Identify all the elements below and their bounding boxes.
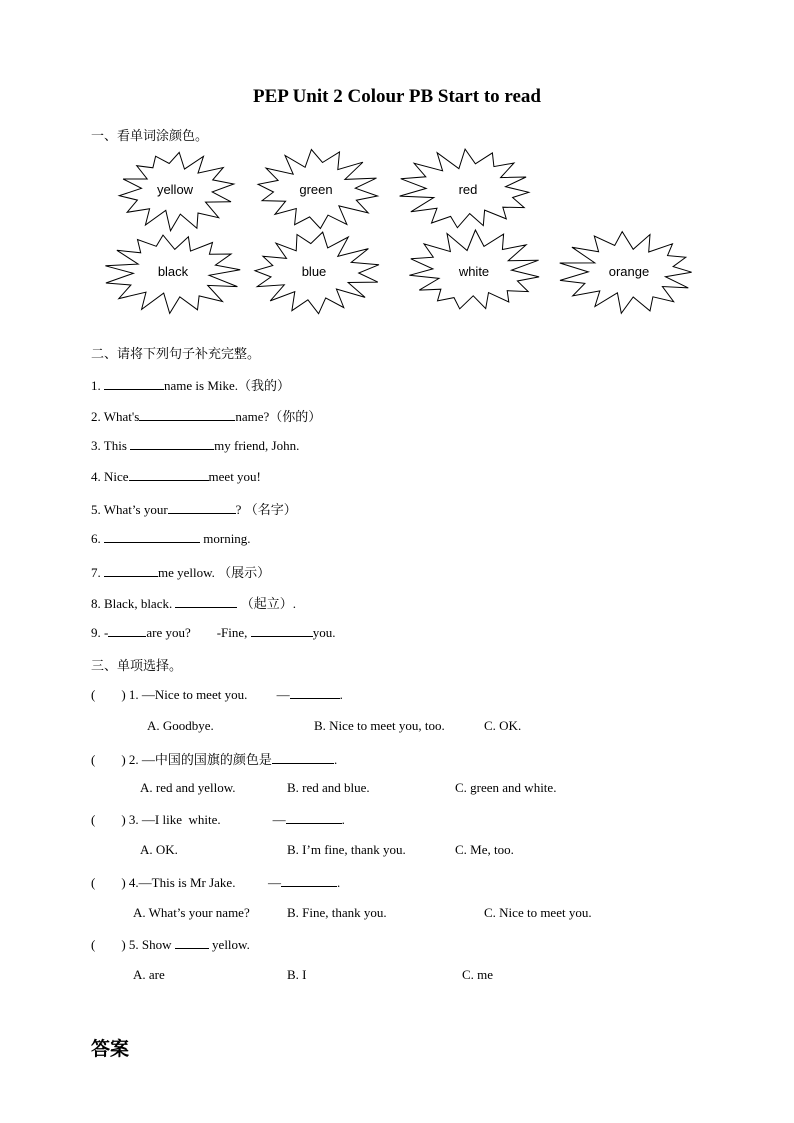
fill-item-3-pre: 3. This bbox=[91, 438, 131, 453]
blank[interactable] bbox=[129, 468, 209, 481]
option-c[interactable]: C. green and white. bbox=[455, 780, 557, 795]
option-b[interactable]: B. Nice to meet you, too. bbox=[314, 718, 445, 733]
fill-item-9-mid: are you? -Fine, bbox=[146, 625, 251, 640]
fill-item-2-pre: 2. What's bbox=[91, 409, 140, 424]
option-c[interactable]: C. Me, too. bbox=[455, 842, 514, 857]
answer-paren[interactable]: ( ) bbox=[91, 937, 126, 952]
color-word-label: orange bbox=[608, 264, 650, 279]
fill-item-9 bbox=[91, 624, 335, 641]
blank[interactable] bbox=[139, 408, 235, 421]
question-5 bbox=[91, 936, 250, 953]
fill-item-6 bbox=[91, 530, 251, 547]
option-a[interactable]: A. What’s your name? bbox=[133, 905, 250, 920]
fill-item-6-post: morning. bbox=[200, 531, 251, 546]
section1-heading: 一、看单词涂颜色。 bbox=[91, 129, 209, 144]
fill-item-8-post: （起立）. bbox=[237, 596, 296, 611]
blank[interactable] bbox=[104, 530, 200, 543]
fill-item-1-pre: 1. bbox=[91, 378, 104, 393]
option-b[interactable]: B. I’m fine, thank you. bbox=[287, 842, 406, 857]
fill-item-5-post: ? （名字） bbox=[235, 502, 297, 517]
question-stem-post: yellow. bbox=[208, 937, 250, 952]
fill-item-2 bbox=[91, 406, 321, 425]
fill-item-3-post: my friend, John. bbox=[214, 438, 300, 453]
answer-paren[interactable]: ( ) bbox=[91, 752, 126, 767]
section2-heading: 二、请将下列句子补充完整。 bbox=[91, 347, 261, 362]
color-word-label: yellow bbox=[156, 182, 194, 197]
fill-item-9-post: you. bbox=[312, 625, 336, 640]
answer-paren[interactable]: ( ) bbox=[91, 687, 126, 702]
fill-item-4-pre: 4. Nice bbox=[91, 469, 129, 484]
option-a[interactable]: A. Goodbye. bbox=[147, 718, 214, 733]
fill-item-8 bbox=[91, 593, 296, 612]
fill-item-3 bbox=[91, 437, 299, 454]
fill-item-1-post: name is Mike.（我的） bbox=[164, 378, 291, 393]
blank[interactable] bbox=[290, 686, 340, 699]
color-word-label: red bbox=[458, 182, 478, 197]
answer-paren[interactable]: ( ) bbox=[91, 812, 126, 827]
question-stem: 1. —Nice to meet you. — bbox=[128, 687, 290, 702]
fill-item-7 bbox=[91, 562, 270, 581]
fill-item-4 bbox=[91, 468, 261, 485]
color-word-star[interactable] bbox=[115, 149, 235, 231]
blank[interactable] bbox=[281, 874, 337, 887]
blank[interactable] bbox=[104, 564, 158, 577]
color-word-label: black bbox=[157, 264, 189, 279]
color-word-star[interactable] bbox=[103, 230, 243, 314]
option-a[interactable]: A. OK. bbox=[140, 842, 178, 857]
fill-item-8-pre: 8. Black, black. bbox=[91, 596, 176, 611]
fill-item-5-pre: 5. What’s your bbox=[91, 502, 168, 517]
color-word-star[interactable] bbox=[252, 149, 380, 231]
option-c[interactable]: C. Nice to meet you. bbox=[484, 905, 592, 920]
blank[interactable] bbox=[272, 751, 334, 764]
color-word-label: blue bbox=[301, 264, 327, 279]
fill-item-2-post: name?（你的） bbox=[235, 409, 322, 424]
question-4: ( ) 4.—This is Mr Jake. — . bbox=[91, 875, 341, 890]
option-a[interactable]: A. red and yellow. bbox=[140, 780, 236, 795]
option-b[interactable]: B. I bbox=[287, 967, 307, 982]
question-stem: 5. Show bbox=[128, 937, 175, 952]
question-2: ( ) 2. —中国的国旗的颜色是 . bbox=[91, 752, 338, 767]
question-stem: 3. —I like white. — bbox=[128, 812, 286, 827]
fill-item-7-post: me yellow. （展示） bbox=[158, 565, 271, 580]
fill-item-7-pre: 7. bbox=[91, 565, 104, 580]
section3-heading: 三、单项选择。 bbox=[91, 659, 183, 674]
option-b[interactable]: B. Fine, thank you. bbox=[287, 905, 387, 920]
answer-heading: 答案 bbox=[91, 1038, 130, 1060]
question-1: ( ) 1. —Nice to meet you. — . bbox=[91, 687, 343, 702]
color-word-label: white bbox=[458, 264, 490, 279]
blank[interactable] bbox=[108, 624, 146, 637]
blank[interactable] bbox=[104, 377, 164, 390]
blank[interactable] bbox=[175, 595, 237, 608]
blank[interactable] bbox=[251, 624, 313, 637]
color-word-star[interactable] bbox=[398, 148, 538, 232]
blank[interactable] bbox=[168, 501, 236, 514]
option-b[interactable]: B. red and blue. bbox=[287, 780, 370, 795]
question-stem: 4.—This is Mr Jake. — bbox=[128, 875, 281, 890]
option-c[interactable]: C. me bbox=[462, 967, 494, 982]
fill-item-6-pre: 6. bbox=[91, 531, 104, 546]
blank[interactable] bbox=[175, 936, 209, 949]
answer-paren[interactable]: ( ) bbox=[91, 875, 126, 890]
option-c[interactable]: C. OK. bbox=[484, 718, 522, 733]
fill-item-1 bbox=[91, 375, 290, 394]
color-word-label: green bbox=[299, 182, 333, 197]
fill-item-5 bbox=[91, 499, 297, 518]
fill-item-4-post: meet you! bbox=[208, 469, 261, 484]
color-word-star[interactable] bbox=[404, 230, 544, 314]
page-title: PEP Unit 2 Colour PB Start to read bbox=[253, 86, 541, 107]
fill-item-9-pre: 9. - bbox=[91, 625, 109, 640]
blank[interactable] bbox=[286, 811, 342, 824]
color-word-star[interactable] bbox=[558, 230, 700, 314]
question-stem: 2. —中国的国旗的颜色是 bbox=[128, 752, 272, 767]
question-3: ( ) 3. —I like white. — . bbox=[91, 812, 345, 827]
color-word-star[interactable] bbox=[248, 230, 380, 314]
blank[interactable] bbox=[130, 437, 214, 450]
option-a[interactable]: A. are bbox=[133, 967, 165, 982]
